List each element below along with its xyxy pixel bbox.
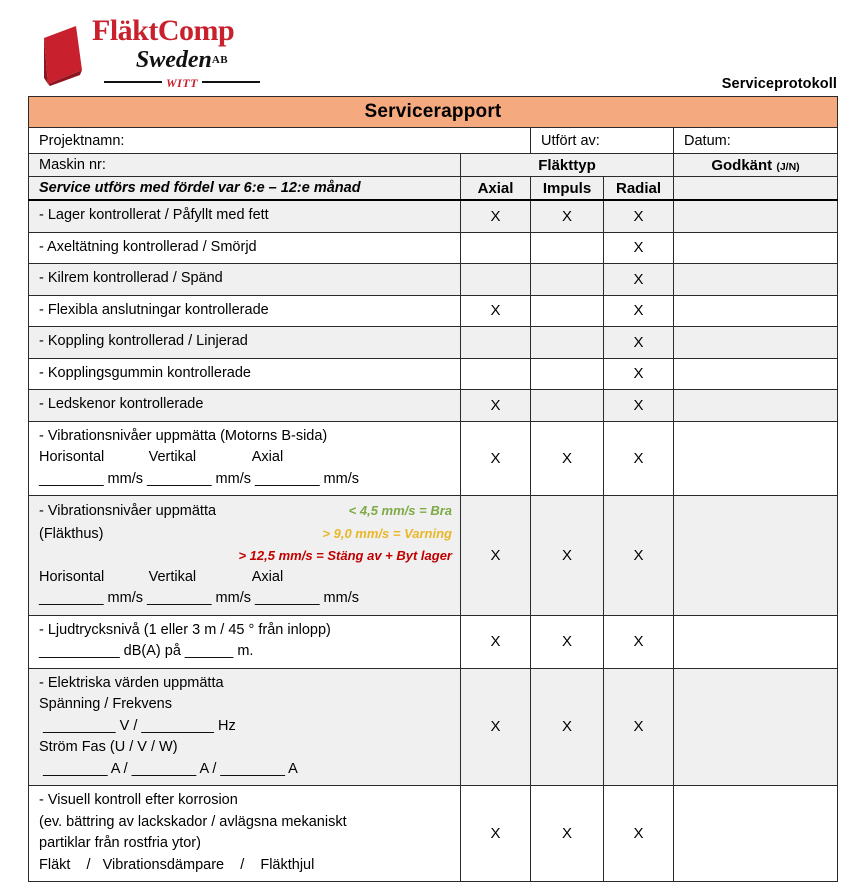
mark-cell-impuls: X [531, 786, 604, 882]
vibration-legend-critical: > 12,5 mm/s = Stäng av + Byt lager [238, 548, 452, 563]
task-line-text: - Visuell kontroll efter korrosion [39, 792, 238, 808]
task-cell-flexibla [29, 295, 461, 327]
task-line-text: - Koppling kontrollerad / Linjerad [39, 333, 248, 349]
task-line-text: - Ledskenor kontrollerade [39, 396, 204, 412]
date-label: Datum: [684, 132, 731, 149]
approved-cell[interactable] [674, 264, 838, 296]
mark-cell-impuls [531, 327, 604, 359]
task-line-text: (Fläkthus) [39, 525, 104, 542]
machine-fantype-header-row [29, 154, 838, 177]
mark-cell-radial: X [604, 232, 674, 264]
mark-cell-radial: X [604, 668, 674, 786]
service-interval-cell [29, 177, 461, 201]
mark-cell-impuls: X [531, 200, 604, 232]
task-text [29, 669, 460, 786]
project-name-cell[interactable] [29, 128, 531, 154]
task-cell-elektriska [29, 668, 461, 786]
mark-cell-axial: X [461, 668, 531, 786]
logo-witt-text: WITT [162, 76, 202, 90]
task-legend-line [39, 545, 460, 567]
fan-blade-icon [42, 26, 88, 86]
task-text [29, 233, 460, 264]
task-line-text: partiklar från rostfria ytor) [39, 835, 201, 851]
mark-cell-impuls: X [531, 421, 604, 496]
vibration-legend-warning: > 9,0 mm/s = Varning [322, 525, 452, 541]
checklist-row [29, 496, 838, 616]
impuls-column-header: Impuls [531, 177, 604, 201]
approved-cell[interactable] [674, 358, 838, 390]
task-line-text: - Elektriska värden uppmätta [39, 674, 224, 691]
task-cell-vibration-motor [29, 421, 461, 496]
mark-cell-axial: X [461, 421, 531, 496]
task-line-text: - Kilrem kontrollerad / Spänd [39, 270, 223, 286]
task-cell-kilrem [29, 264, 461, 296]
checklist-row [29, 327, 838, 359]
checklist-row [29, 390, 838, 422]
mark-cell-axial [461, 358, 531, 390]
approved-cell[interactable] [674, 232, 838, 264]
mark-cell-axial: X [461, 496, 531, 616]
task-text [29, 616, 460, 668]
project-name-label: Projektnamn: [39, 132, 125, 149]
logo-ab-text: AB [211, 54, 229, 66]
task-text [29, 296, 460, 327]
task-line-text: Spänning / Frekvens [39, 696, 172, 712]
task-cell-ljudtryck [29, 615, 461, 668]
logo-line-sweden [92, 48, 272, 73]
task-text [29, 422, 460, 496]
logo-sweden-text: Sweden [135, 47, 212, 73]
checklist-row [29, 786, 838, 882]
mark-cell-axial: X [461, 295, 531, 327]
task-text [29, 496, 460, 615]
task-line-text: _________ V / _________ Hz [39, 717, 236, 734]
approved-header-text: Godkänt [711, 156, 773, 174]
mark-cell-impuls: X [531, 615, 604, 668]
performed-by-label: Utfört av: [541, 132, 600, 149]
document-kicker: Serviceprotokoll [721, 76, 837, 92]
task-line-text: - Vibrationsnivåer uppmätta [39, 503, 217, 519]
checklist-row [29, 421, 838, 496]
task-line-text: Horisontal Vertikal Axial [39, 568, 284, 585]
machine-number-cell[interactable] [29, 154, 461, 177]
interval-subheader-row [29, 177, 838, 201]
mark-cell-impuls [531, 390, 604, 422]
task-cell-vibration-flakthus [29, 496, 461, 616]
task-line-text: ________ mm/s ________ mm/s ________ mm/s [39, 470, 359, 487]
mark-cell-radial: X [604, 615, 674, 668]
approved-cell[interactable] [674, 390, 838, 422]
mark-cell-radial: X [604, 496, 674, 616]
service-report-table [28, 96, 838, 882]
mark-cell-radial: X [604, 390, 674, 422]
mark-cell-radial: X [604, 358, 674, 390]
task-cell-kopplingsgummin [29, 358, 461, 390]
mark-cell-impuls: X [531, 668, 604, 786]
company-logo [40, 14, 270, 92]
checklist-row [29, 295, 838, 327]
logo-wordmark [92, 14, 272, 88]
task-text [29, 264, 460, 295]
approved-cell[interactable] [674, 295, 838, 327]
task-line-text: Ström Fas (U / V / W) [39, 739, 178, 755]
task-text [29, 786, 460, 881]
approved-cell[interactable] [674, 786, 838, 882]
project-info-row [29, 128, 838, 154]
vibration-legend-good: < 4,5 mm/s = Bra [348, 503, 452, 518]
approved-cell[interactable] [674, 421, 838, 496]
radial-column-header: Radial [604, 177, 674, 201]
machine-number-label: Maskin nr: [39, 157, 106, 173]
task-text [29, 390, 460, 421]
task-line-text: ________ A / ________ A / ________ A [39, 760, 298, 777]
task-cell-korrosion [29, 786, 461, 882]
mark-cell-radial: X [604, 421, 674, 496]
banner-title: Servicerapport [29, 97, 838, 128]
checklist-row [29, 232, 838, 264]
task-line-text: - Flexibla anslutningar kontrollerade [39, 301, 269, 318]
mark-cell-impuls [531, 358, 604, 390]
mark-cell-axial: X [461, 615, 531, 668]
logo-line-flaktcomp: FläktComp [92, 14, 235, 47]
approved-subheader-cell[interactable] [674, 177, 838, 201]
task-line-text: - Lager kontrollerat / Påfyllt med fett [39, 207, 269, 223]
task-cell-ledskenor [29, 390, 461, 422]
performed-by-cell[interactable] [531, 128, 674, 154]
axial-column-header: Axial [461, 177, 531, 201]
mark-cell-radial: X [604, 327, 674, 359]
fan-type-header: Fläkttyp [461, 154, 674, 177]
approved-cell[interactable] [674, 668, 838, 786]
approved-header-suffix: (J/N) [776, 160, 800, 173]
task-text [29, 359, 460, 390]
task-legend-line [39, 523, 460, 546]
task-line-text: Fläkt / Vibrationsdämpare / Fläkthjul [39, 856, 315, 873]
task-line-text: - Vibrationsnivåer uppmätta (Motorns B-sida) [39, 427, 328, 444]
checklist-row [29, 615, 838, 668]
mark-cell-radial: X [604, 200, 674, 232]
checklist-row [29, 200, 838, 232]
task-line-text: - Axeltätning kontrollerad / Smörjd [39, 238, 257, 255]
task-cell-koppling [29, 327, 461, 359]
approved-cell[interactable] [674, 615, 838, 668]
task-text [29, 327, 460, 358]
mark-cell-axial: X [461, 786, 531, 882]
task-line-text: (ev. bättring av lackskador / avlägsna mekaniskt [39, 813, 347, 830]
mark-cell-axial [461, 232, 531, 264]
logo-line-witt [92, 74, 272, 88]
service-interval-note: Service utförs med fördel var 6:e – 12:e månad [39, 180, 361, 196]
task-cell-lager [29, 200, 461, 232]
task-line-text: - Ljudtrycksnivå (1 eller 3 m / 45 ° från inlopp) [39, 621, 331, 638]
checklist-row [29, 668, 838, 786]
approved-cell[interactable] [674, 200, 838, 232]
mark-cell-radial: X [604, 786, 674, 882]
mark-cell-radial: X [604, 264, 674, 296]
checklist-row [29, 264, 838, 296]
approved-cell[interactable] [674, 496, 838, 616]
mark-cell-impuls [531, 264, 604, 296]
mark-cell-axial: X [461, 200, 531, 232]
mark-cell-axial [461, 327, 531, 359]
checklist-row [29, 358, 838, 390]
mark-cell-impuls: X [531, 496, 604, 616]
task-line-text: - Kopplingsgummin kontrollerade [39, 364, 251, 381]
mark-cell-axial [461, 264, 531, 296]
task-line-text: __________ dB(A) på ______ m. [39, 643, 254, 659]
mark-cell-impuls [531, 232, 604, 264]
approved-cell[interactable] [674, 327, 838, 359]
date-cell[interactable] [674, 128, 838, 154]
task-cell-axeltatning [29, 232, 461, 264]
mark-cell-axial: X [461, 390, 531, 422]
approved-header [674, 154, 838, 177]
banner-row [29, 97, 838, 128]
mark-cell-impuls [531, 295, 604, 327]
task-line-text: ________ mm/s ________ mm/s ________ mm/s [39, 590, 359, 606]
task-text [29, 201, 460, 232]
mark-cell-radial: X [604, 295, 674, 327]
task-line-text: Horisontal Vertikal Axial [39, 449, 284, 465]
task-legend-line [39, 500, 460, 523]
